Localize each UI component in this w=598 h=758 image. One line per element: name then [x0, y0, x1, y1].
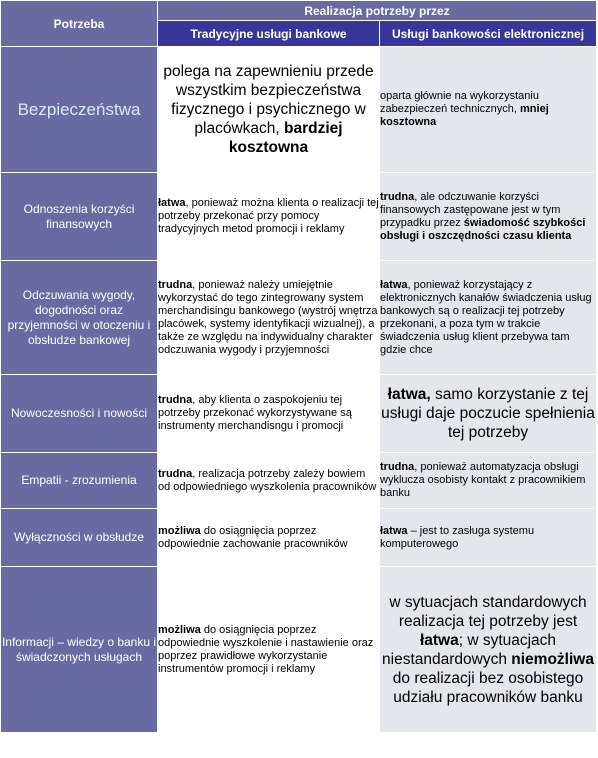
table-row [1, 173, 597, 261]
traditional-column-header: Tradycyjne usługi bankowe [158, 21, 380, 47]
table-row [1, 261, 597, 375]
table-row [1, 375, 597, 453]
traditional-cell: łatwa, ponieważ można klienta o realizacji tej potrzeby przekonać przy pomocy tradycyjnych metod promocji i reklamy [158, 173, 380, 261]
electronic-cell: oparta głównie na wykorzystaniu zabezpieczeń technicznych, mniej kosztowna [380, 47, 597, 173]
electronic-cell: łatwa, samo korzystanie z tej usługi daje poczucie spełnienia tej potrzeby [380, 375, 597, 453]
need-label: Empatii - zrozumienia [1, 453, 158, 509]
traditional-cell: możliwa do osiągnięcia poprzez odpowiednie wyszkolenie i nastawienie oraz poprzez prawidłowe wykorzystanie instrumentów promocji i reklamy [158, 567, 380, 733]
traditional-cell: możliwa do osiągnięcia poprzez odpowiednie zachowanie pracowników [158, 509, 380, 567]
need-column-header: Potrzeba [1, 1, 158, 47]
table-row [1, 453, 597, 509]
traditional-cell: trudna, ponieważ należy umiejętnie wykorzystać do tego zintegrowany system merchandisingu bankowego (wystrój wnętrza placówek, systemy identyfikacji wizualnej), a także ze względu na indywidualny charakter odczuwania wygody i przyjemności [158, 261, 380, 375]
table-row [1, 567, 597, 733]
need-label: Wyłączności w obsłudze [1, 509, 158, 567]
traditional-cell: trudna, realizacja potrzeby zależy bowiem od odpowiedniego wyszkolenia pracowników [158, 453, 380, 509]
table-row [1, 47, 597, 173]
electronic-column-header: Usługi bankowości elektronicznej [380, 21, 597, 47]
traditional-cell: trudna, aby klienta o zaspokojeniu tej potrzeby przekonać wykorzystywane są instrumenty merchandisngu i promocji [158, 375, 380, 453]
need-label: Odczuwania wygody, dogodności oraz przyjemności w otoczeniu i obsłudze bankowej [1, 261, 158, 375]
electronic-cell: trudna, ponieważ automatyzacja obsługi wyklucza osobisty kontakt z pracownikiem banku [380, 453, 597, 509]
need-label: Nowoczesności i nowości [1, 375, 158, 453]
electronic-cell: trudna, ale odczuwanie korzyści finansowych zastępowane jest w tym przypadku przez świadomość szybkości obsługi i oszczędności czasu klienta [380, 173, 597, 261]
electronic-cell: łatwa – jest to zasługa systemu komputerowego [380, 509, 597, 567]
table-row [1, 509, 597, 567]
need-label: Bezpieczeństwa [1, 47, 158, 173]
electronic-cell: w sytuacjach standardowych realizacja tej potrzeby jest łatwa; w sytuacjach niestandardowych niemożliwa do realizacji bez osobistego udziału pracowników banku [380, 567, 597, 733]
need-label: Odnoszenia korzyści finansowych [1, 173, 158, 261]
realization-header: Realizacja potrzeby przez [158, 1, 597, 21]
electronic-cell: łatwa, ponieważ korzystający z elektronicznych kanałów świadczenia usług bankowych są o realizacji tej potrzeby przekonani, a poza tym w trakcie świadczenia usług klient przebywa tam gdzie chce [380, 261, 597, 375]
traditional-cell: polega na zapewnieniu przede wszystkim bezpieczeństwa fizycznego i psychicznego w placówkach, bardziej kosztowna [158, 47, 380, 173]
need-label: Informacji – wiedzy o banku i świadczonych usługach [1, 567, 158, 733]
